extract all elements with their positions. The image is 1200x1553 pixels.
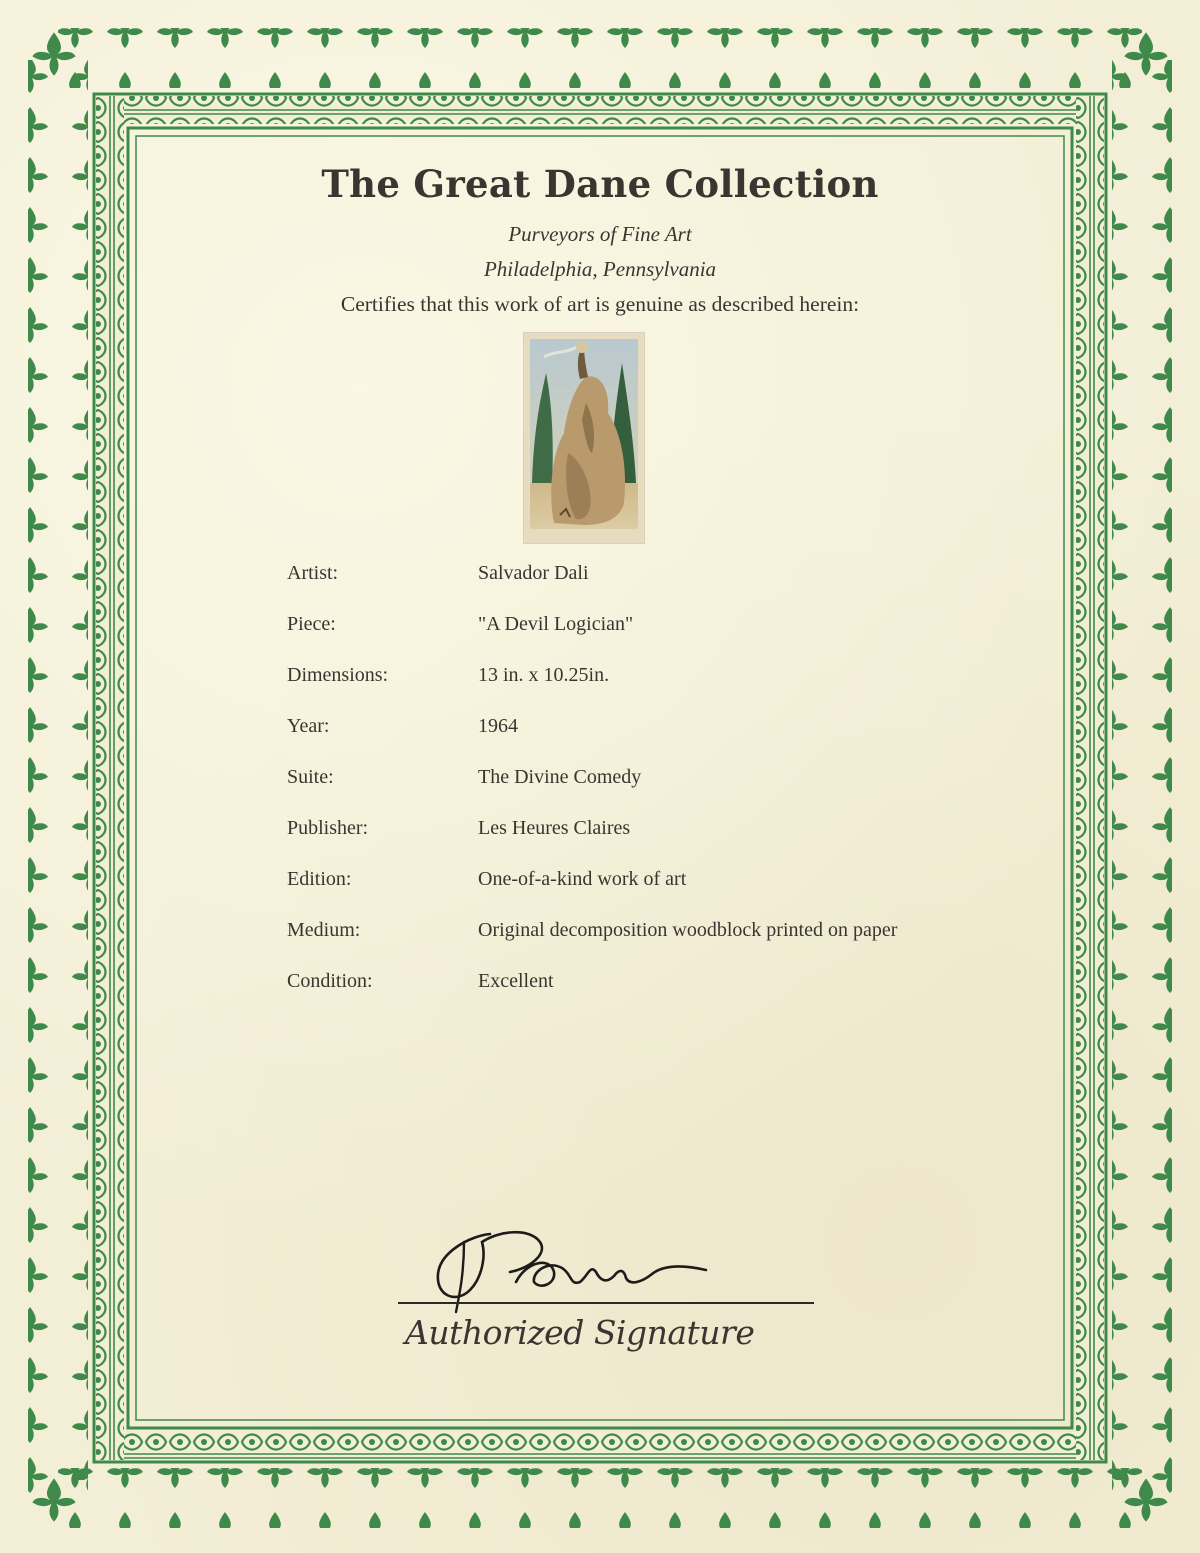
detail-label: Piece: bbox=[287, 613, 336, 635]
location: Philadelphia, Pennsylvania bbox=[483, 257, 717, 281]
detail-label: Dimensions: bbox=[287, 664, 389, 686]
collection-title: The Great Dane Collection bbox=[321, 162, 879, 206]
handwritten-signature bbox=[430, 1212, 730, 1322]
detail-label: Medium: bbox=[287, 919, 361, 941]
detail-value: Les Heures Claires bbox=[478, 817, 631, 839]
detail-label: Suite: bbox=[287, 766, 334, 788]
signature-line bbox=[398, 1302, 814, 1304]
detail-value: 13 in. x 10.25in. bbox=[478, 664, 610, 686]
detail-label: Condition: bbox=[287, 970, 373, 992]
detail-value: "A Devil Logician" bbox=[478, 613, 634, 635]
detail-value: Salvador Dali bbox=[478, 562, 589, 584]
detail-value: 1964 bbox=[478, 715, 518, 737]
tagline: Purveyors of Fine Art bbox=[508, 222, 692, 246]
detail-label: Edition: bbox=[287, 868, 352, 890]
certification-statement: Certifies that this work of art is genuine as described herein: bbox=[340, 292, 860, 316]
artwork-thumbnail bbox=[524, 333, 644, 543]
detail-label: Artist: bbox=[287, 562, 339, 584]
detail-value: Original decomposition woodblock printed on paper bbox=[478, 919, 898, 941]
detail-value: One-of-a-kind work of art bbox=[478, 868, 687, 890]
detail-label: Year: bbox=[287, 715, 330, 737]
detail-label: Publisher: bbox=[287, 817, 369, 839]
detail-value: The Divine Comedy bbox=[478, 766, 642, 788]
detail-value: Excellent bbox=[478, 970, 554, 992]
signature-caption: Authorized Signature bbox=[405, 1313, 755, 1352]
